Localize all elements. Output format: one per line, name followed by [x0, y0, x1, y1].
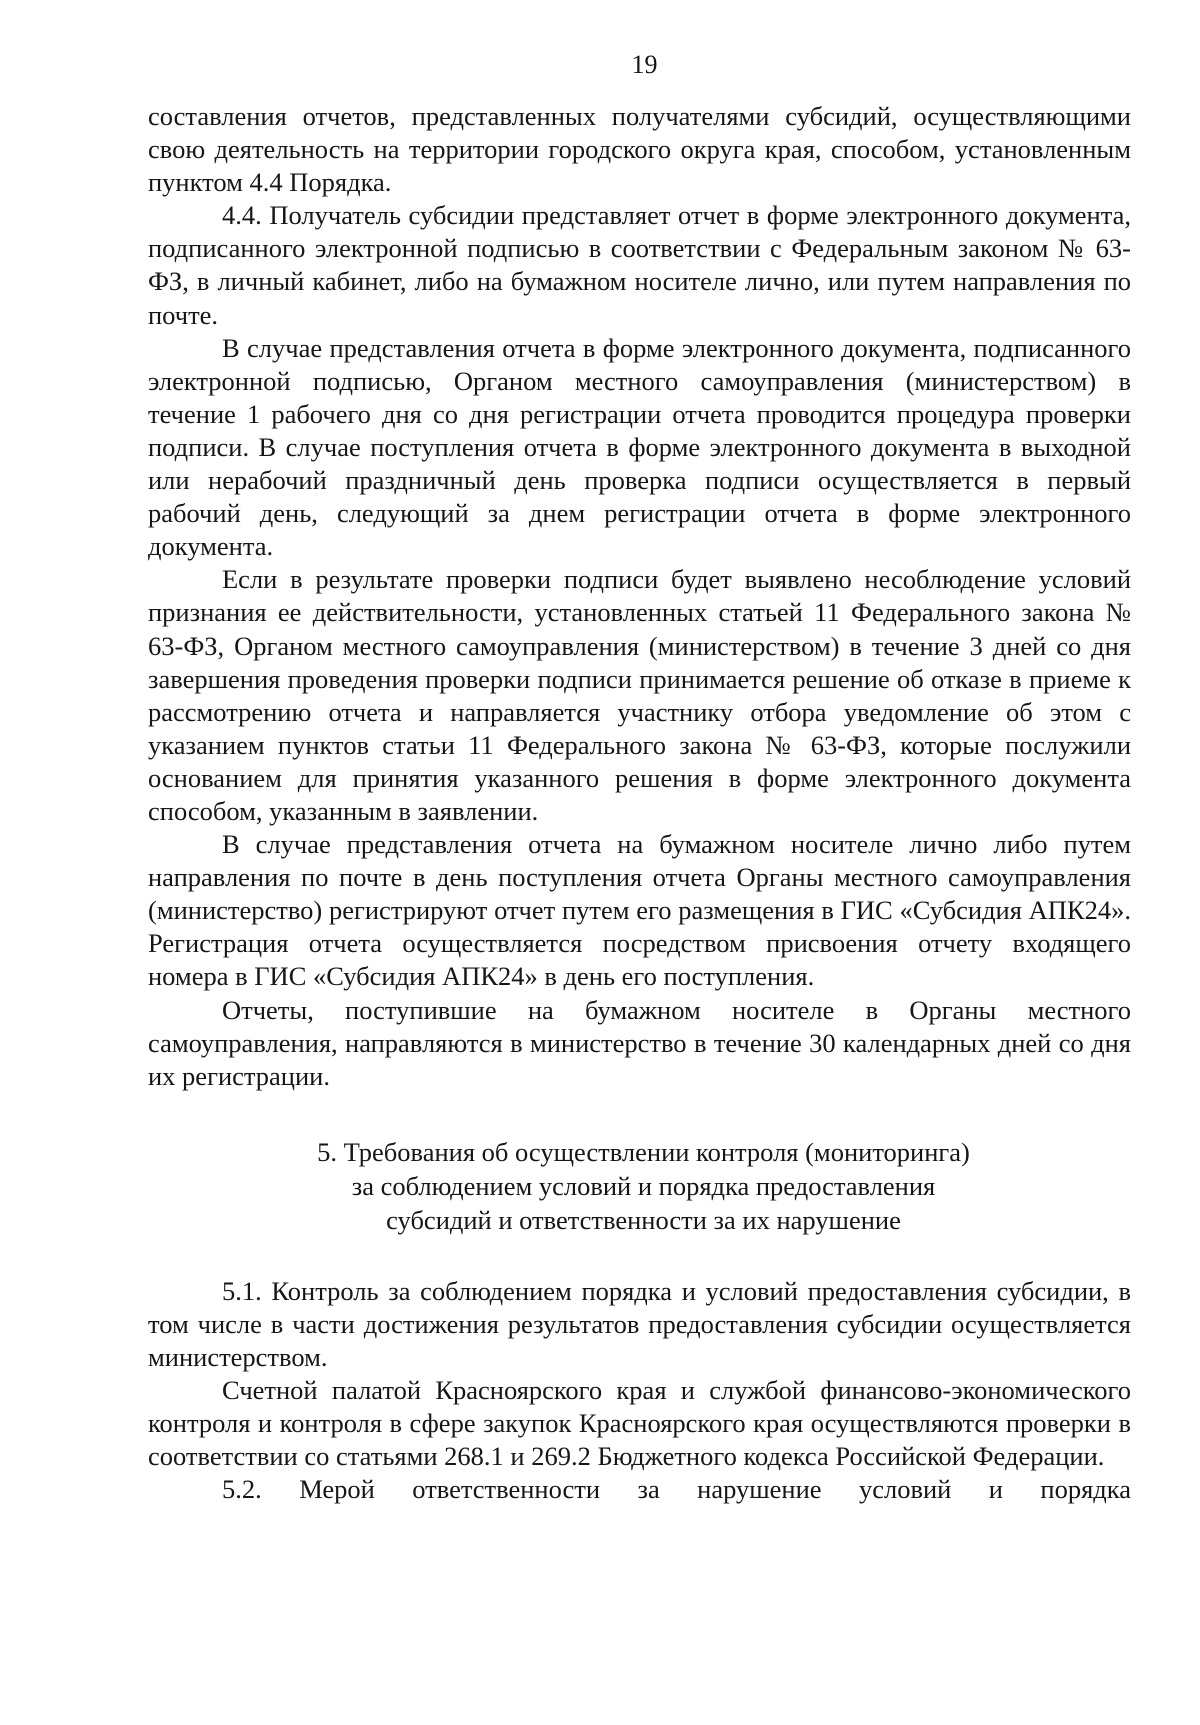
paragraph: В случае представления отчета на бумажном носителе лично либо путем направления по почте в день поступления отчета Органы местного самоуправления (министерство) регистрируют отчет путем его размещения в ГИС «Субсидия АПК24». Регистрация отчета осуществляется посредством присвоения отчету входящего номера в ГИС «Субсидия АПК24» в день его поступления. [148, 829, 1131, 992]
paragraph: Отчеты, поступившие на бумажном носителе в Органы местного самоуправления, направляются в министерство в течение 30 календарных дней со дня их регистрации. [148, 994, 1131, 1091]
paragraph: В случае представления отчета в форме электронного документа, подписанного электронной подписью, Органом местного самоуправления (министерством) в течение 1 рабочего дня со дня регистрации отчета проводится процедура проверки подписи. В случае поступления отчета в форме электронного документа в выходной или нерабочий праздничный день проверка подписи осуществляется в первый рабочий день, следующий за днем регистрации отчета в форме электронного документа. [148, 332, 1131, 562]
paragraph: составления отчетов, представленных получателями субсидий, осуществляющими свою деятельность на территории городского округа края, способом, установленным пунктом 4.4 Порядка. [148, 101, 1131, 198]
paragraphs-after-section [148, 1275, 1131, 1507]
paragraph: 5.2. Мерой ответственности за нарушение условий и порядка [222, 1474, 1131, 1505]
section-heading [148, 1135, 1131, 1237]
paragraph: 4.4. Получатель субсидии представляет отчет в форме электронного документа, подписанного электронной подписью в соответствии с Федеральным законом № 63-ФЗ, в личный кабинет, либо на бумажном носителе лично, или путем направления по почте. [148, 200, 1131, 330]
paragraph: Счетной палатой Красноярского края и службой финансово-экономического контроля и контроля в сфере закупок Красноярского края осуществляются проверки в соответствии со статьями 268.1 и 269.2 Бюджетного кодекса Российской Федерации. [148, 1375, 1131, 1472]
paragraph: Если в результате проверки подписи будет выявлено несоблюдение условий признания ее действительности, установленных статьей 11 Федерального закона № 63-ФЗ, Органом местного самоуправления (министерством) в течение 3 дней со дня завершения проведения проверки подписи принимается решение об отказе в приеме к рассмотрению отчета и направляется участнику отбора уведомление об этом с указанием пунктов статьи 11 Федерального закона № 63-ФЗ, которые послужили основанием для принятия указанного решения в форме электронного документа способом, указанным в заявлении. [148, 564, 1131, 826]
section-heading-line: за соблюдением условий и порядка предоставления [351, 1170, 936, 1201]
paragraphs-before-section [148, 100, 1131, 1093]
section-heading-line: 5. Требования об осуществлении контроля (мониторинга) [317, 1136, 970, 1167]
section-heading-line: субсидий и ответственности за их нарушение [386, 1204, 901, 1235]
paragraph: 5.1. Контроль за соблюдением порядка и условий предоставления субсидии, в том числе в части достижения результатов предоставления субсидии осуществляется министерством. [148, 1275, 1131, 1372]
page-number: 19 [631, 50, 658, 79]
document-page [148, 50, 1131, 1506]
